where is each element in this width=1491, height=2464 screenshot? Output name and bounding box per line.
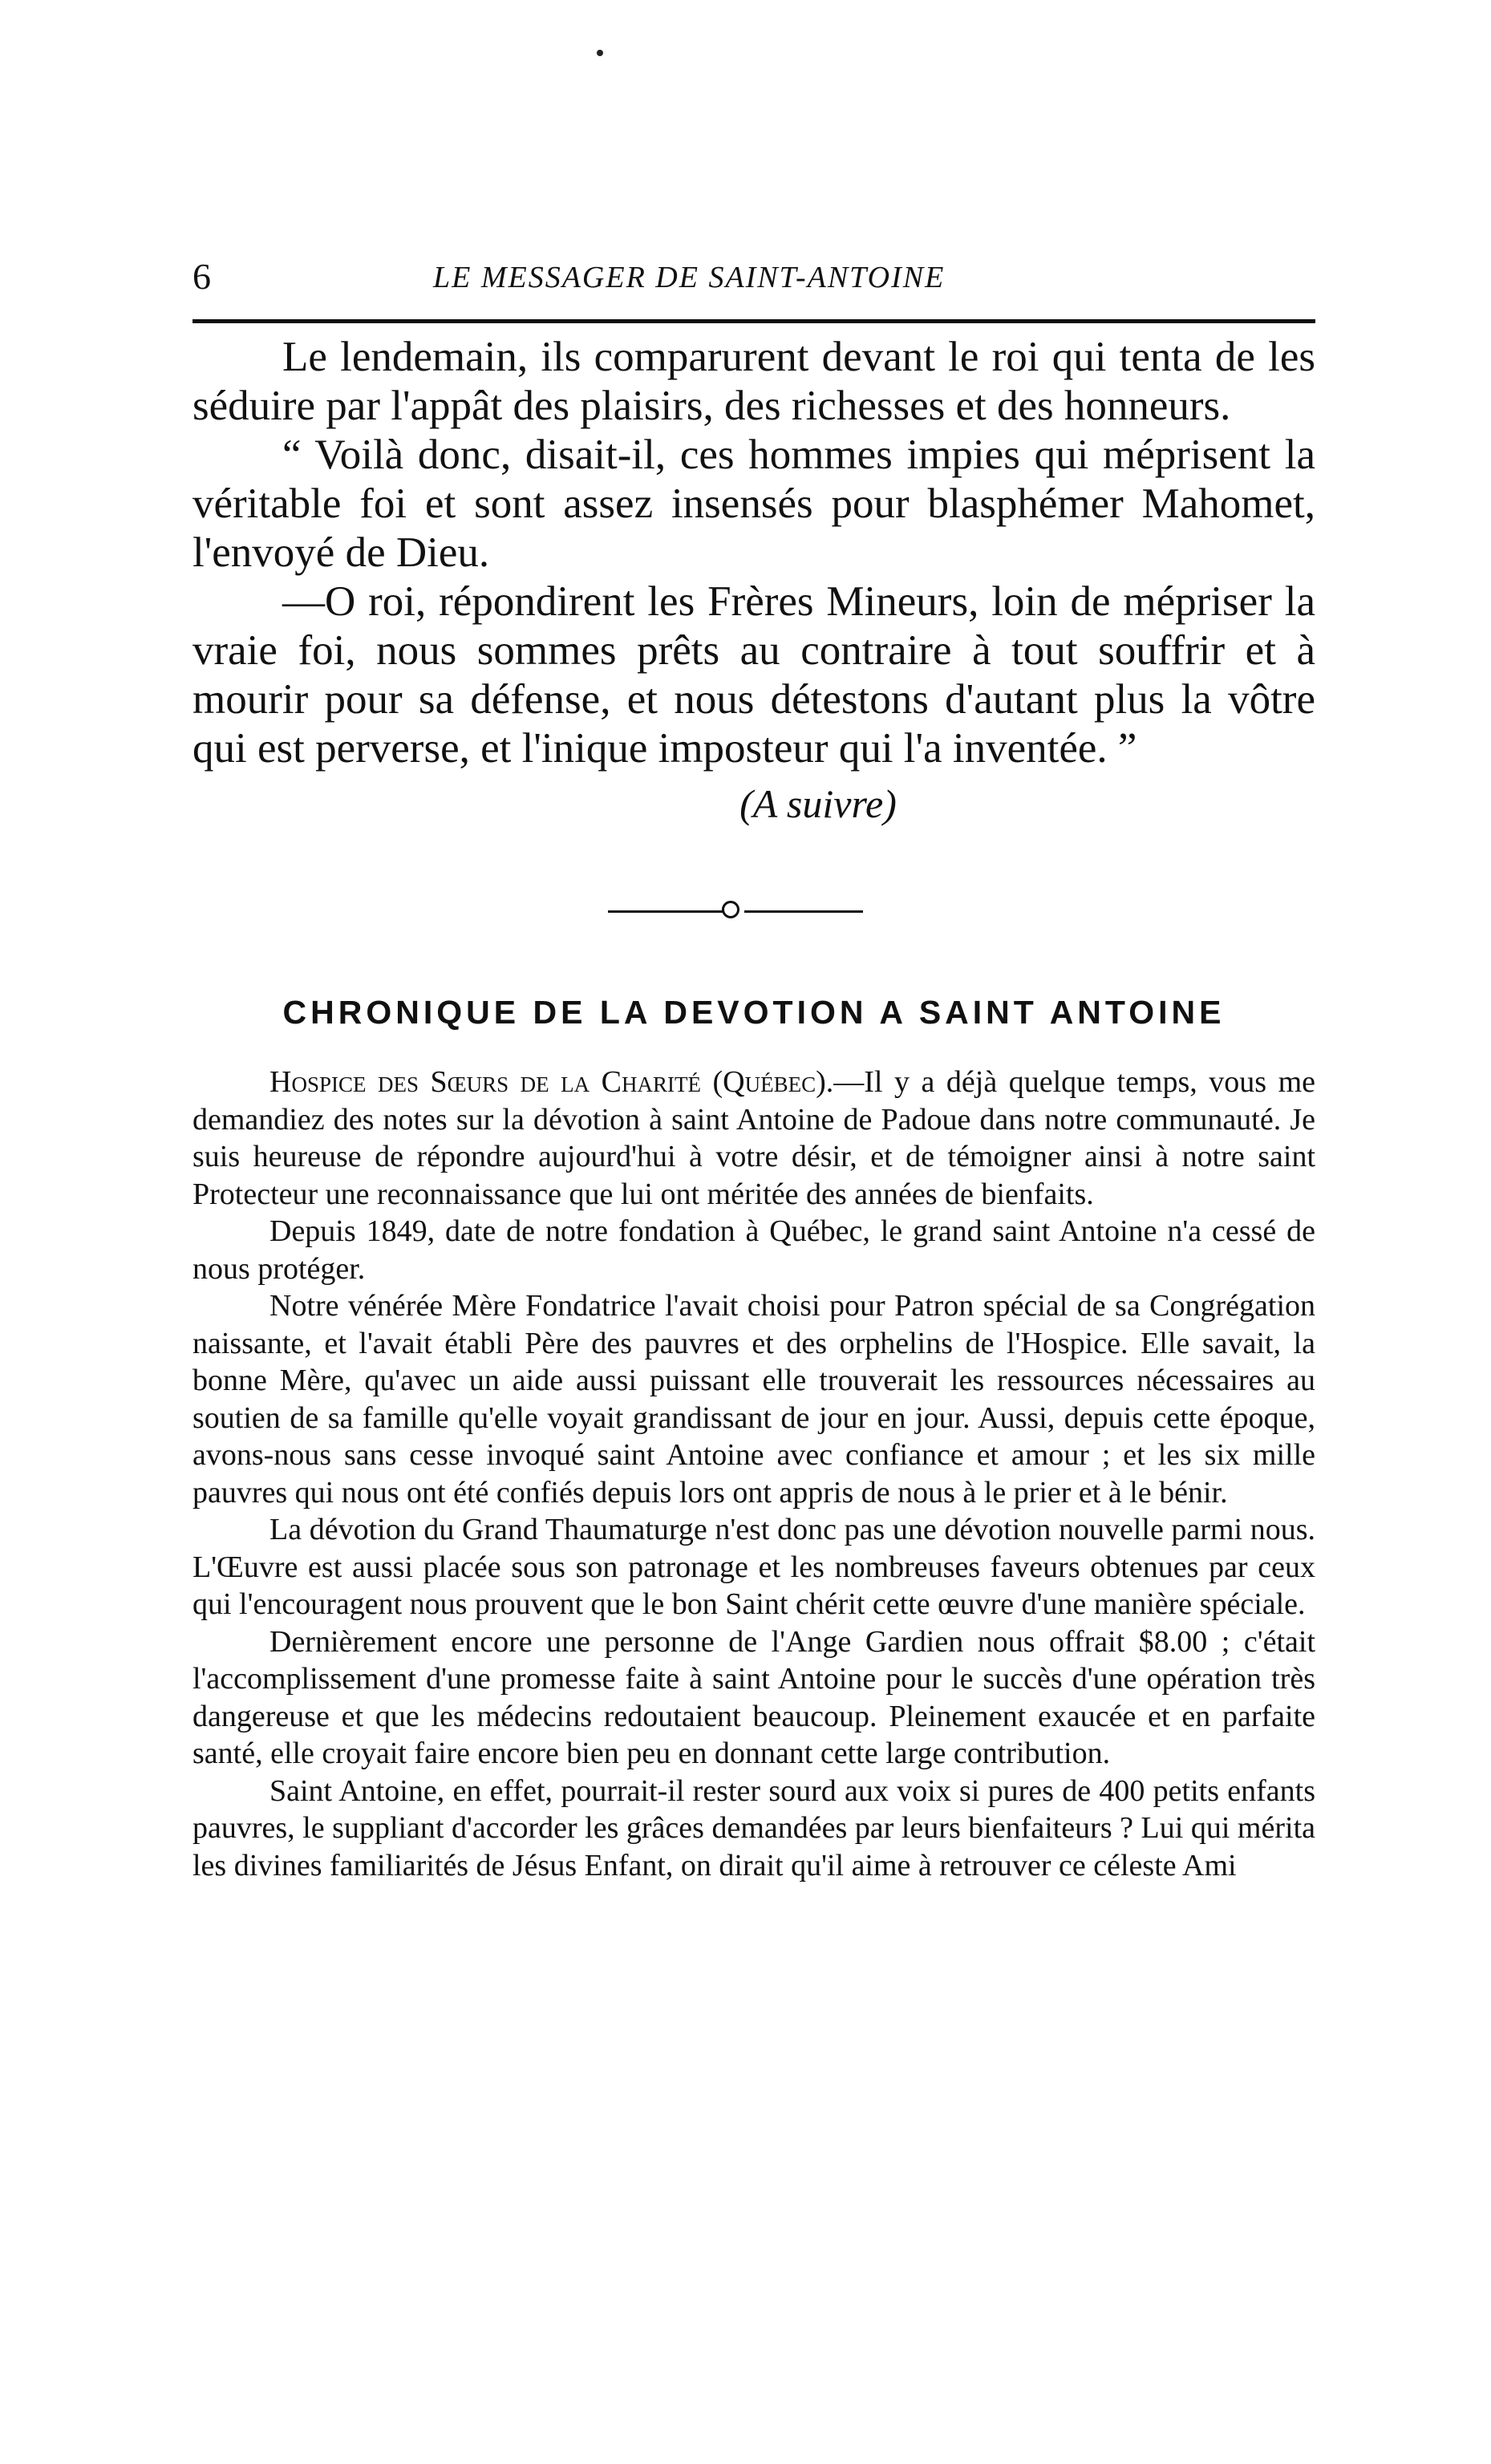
story-paragraph: —O roi, répondirent les Frères Mineurs, loin de mépriser la vraie foi, nous sommes prêts au contraire à tout souffrir et à mourir pour sa défense, et nous détestons d'autant plus la vôtre qui est perverse, et l'inique imposteur qui l'a inventée. ” bbox=[192, 578, 1315, 772]
story-paragraph: Le lendemain, ils comparurent devant le roi qui tenta de les séduire par l'appât des plaisirs, des richesses et des honneurs. bbox=[192, 334, 1315, 429]
letter-heading: Hospice des Sœurs de la Charité (Québec). bbox=[269, 1065, 834, 1099]
chronique-paragraph bbox=[192, 1064, 1315, 1213]
section-separator bbox=[192, 893, 1315, 925]
chronique-paragraph: Dernièrement encore une personne de l'Ange Gardien nous offrait $8.00 ; c'était l'accomplissement d'une promesse faite à saint Antoine pour le succès d'une opération très dangereuse et que les médecins redoutaient beaucoup. Pleinement exaucée et en parfaite santé, elle croyait faire encore bien peu en donnant cette large contribution. bbox=[192, 1624, 1315, 1770]
page-number: 6 bbox=[192, 256, 211, 297]
chronique-paragraph: Notre vénérée Mère Fondatrice l'avait choisi pour Patron spécial de sa Congrégation naissante, et l'avait établi Père des pauvres et des orphelins de l'Hospice. Elle savait, la bonne Mère, qu'avec un aide aussi puissant elle trouverait les ressources nécessaires au soutien de sa famille qu'elle voyait grandissant de jour en jour. Aussi, depuis cette époque, avons-nous sans cesse invoqué saint Antoine avec confiance et amour ; et les six mille pauvres qui nous ont été confiés depuis lors ont appris de nous à le prier et à le bénir. bbox=[192, 1289, 1315, 1510]
letter-opening: —Il y a déjà quelque temps, vous me demandiez des notes sur la dévotion à saint Antoine de Padoue dans notre communauté. Je suis heureuse de répondre aujourd'hui à votre désir, et de témoigner ainsi à notre saint Protecteur une reconnaissance que lui ont méritée des années de bienfaits. bbox=[192, 1065, 1316, 1211]
chronique-paragraph: Depuis 1849, date de notre fondation à Québec, le grand saint Antoine n'a cessé de nous protéger. bbox=[192, 1214, 1315, 1286]
chronique-paragraph: Saint Antoine, en effet, pourrait-il rester sourd aux voix si pures de 400 petits enfants pauvres, le suppliant d'accorder les grâces demandées par leurs bienfaiteurs ? Lui qui mérita les divines familiarités de Jésus Enfant, on dirait qu'il aime à retrouver ce céleste Ami bbox=[192, 1773, 1315, 1882]
chronique-paragraph: La dévotion du Grand Thaumaturge n'est donc pas une dévotion nouvelle parmi nous. L'Œuvre est aussi placée sous son patronage et les nombreuses faveurs obtenues par ceux qui l'encouragent nous prouvent que le bon Saint chérit cette œuvre d'une manière spéciale. bbox=[192, 1513, 1315, 1621]
page-header bbox=[192, 255, 1315, 303]
stray-ink-dot bbox=[597, 50, 603, 56]
to-be-continued: (A suivre) bbox=[739, 781, 897, 826]
chronique-section bbox=[192, 1064, 1315, 1884]
story-section bbox=[192, 333, 1315, 829]
separator-circle bbox=[722, 901, 739, 918]
header-rule bbox=[192, 319, 1315, 323]
running-title: LE MESSAGER DE SAINT-ANTOINE bbox=[433, 261, 946, 294]
separator-line-right bbox=[744, 910, 863, 913]
section-title: CHRONIQUE DE LA DEVOTION A SAINT ANTOINE bbox=[282, 994, 1226, 1031]
story-paragraph: “ Voilà donc, disait-il, ces hommes impies qui méprisent la véritable foi et sont assez insensés pour blasphémer Mahomet, l'envoyé de Dieu. bbox=[192, 432, 1315, 576]
page bbox=[192, 255, 1315, 1884]
separator-line-left bbox=[608, 910, 723, 913]
